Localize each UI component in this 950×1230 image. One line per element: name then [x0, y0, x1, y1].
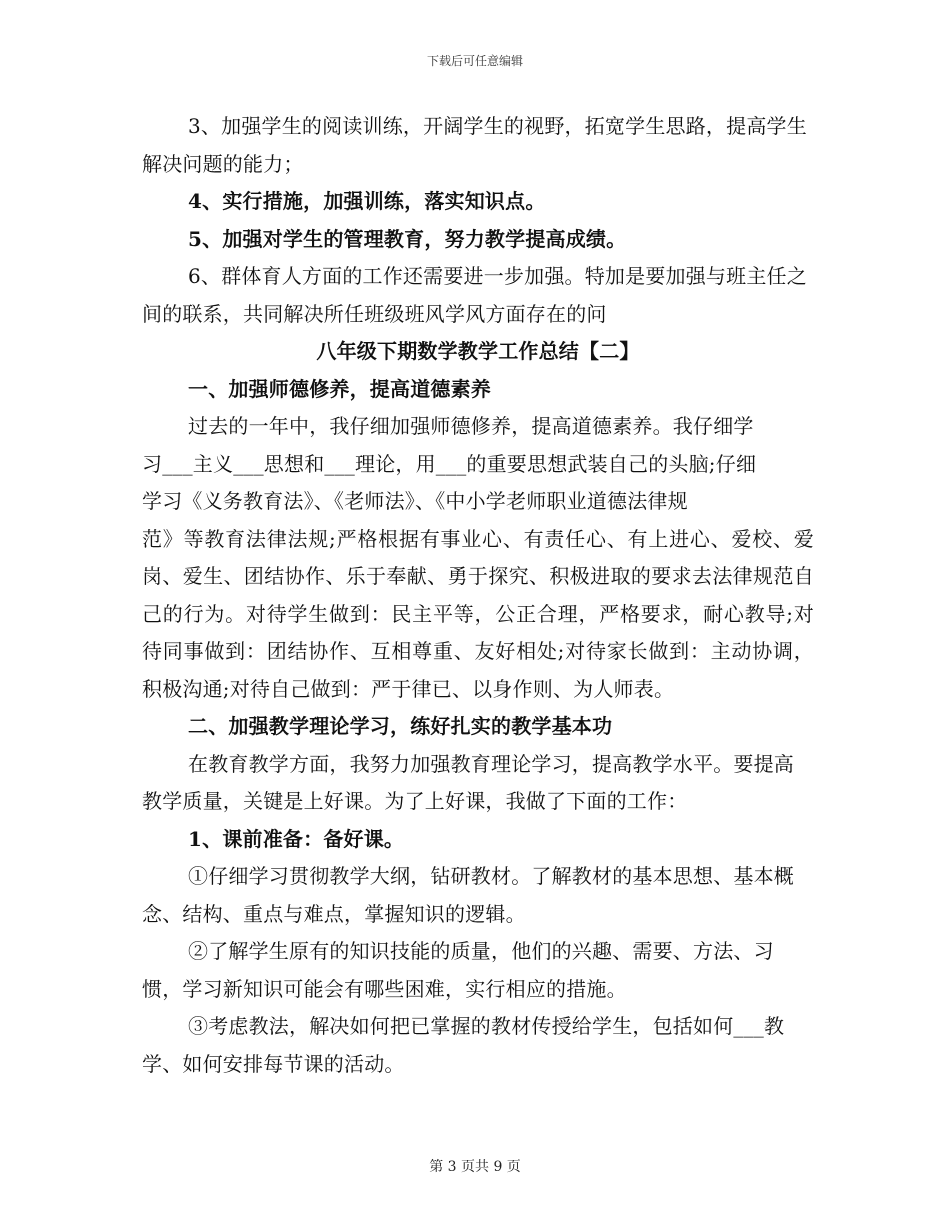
heading-three: 1、课前准备：备好课。	[188, 826, 405, 851]
paragraph-line: 习___主义___思想和___理论，用___的重要思想武装自己的头脑;仔细	[142, 451, 757, 476]
paragraph-line: 学习《义务教育法》、《老师法》、《中小学老师职业道德法律规	[142, 489, 688, 513]
paragraph-text: 范》等教育法律法规;严格根据有事业心、有责任心、有上进心、爱校、爱岗、爱生、团结协作、乐于奉献、勇于探究、积极进取的要求去法律规范自己的行为。对待学生做到：民主平等，公正合理，严格要求，耐心教导;对待同事做到：团结协作、互相尊重、友好相处;对待家长做到：主动协调，积极沟通;对待自己做到：严于律已、以身作则、为人师表。	[142, 526, 814, 701]
heading-two: 二、加强教学理论学习，练好扎实的教学基本功	[188, 714, 613, 738]
list-item: ③考虑教法，解决如何把已掌握的教材传授给学生，包括如何___教学、如何安排每节课的活动。	[142, 1014, 785, 1076]
page-footer: 第 3 页共 9 页	[429, 1159, 521, 1175]
paragraph-text: 在教育教学方面，我努力加强教育理论学习，提高教学水平。要提高教学质量，关键是上好课。为了上好课，我做了下面的工作：	[142, 751, 794, 813]
paragraph-item-3: 3、加强学生的阅读训练，开阔学生的视野，拓宽学生思路，提高学生解决问题的能力；	[142, 114, 807, 176]
page-header: 下载后可任意编辑	[426, 54, 523, 68]
list-item: ①仔细学习贯彻教学大纲，钻研教材。了解教材的基本思想、基本概念、结构、重点与难点，掌握知识的逻辑。	[142, 864, 794, 926]
paragraph-line: 过去的一年中，我仔细加强师德修养，提高道德素养。我仔细学	[188, 414, 754, 438]
paragraph-item-6: 6、群体育人方面的工作还需要进一步加强。特加是要加强与班主任之间的联系，共同解决所任班级班风学风方面存在的问	[142, 264, 807, 326]
paragraph-item-5: 5、加强对学生的管理教育，努力教学提高成绩。	[188, 226, 627, 251]
list-item: ②了解学生原有的知识技能的质量，他们的兴趣、需要、方法、习惯，学习新知识可能会有哪些困难，实行相应的措施。	[142, 939, 774, 1001]
document-body	[142, 108, 814, 1083]
heading-one: 一、加强师德修养，提高道德素养	[188, 376, 491, 401]
paragraph-item-4: 4、实行措施，加强训练，落实知识点。	[188, 189, 546, 213]
section-title: 八年级下期数学教学工作总结【二】	[316, 339, 640, 363]
